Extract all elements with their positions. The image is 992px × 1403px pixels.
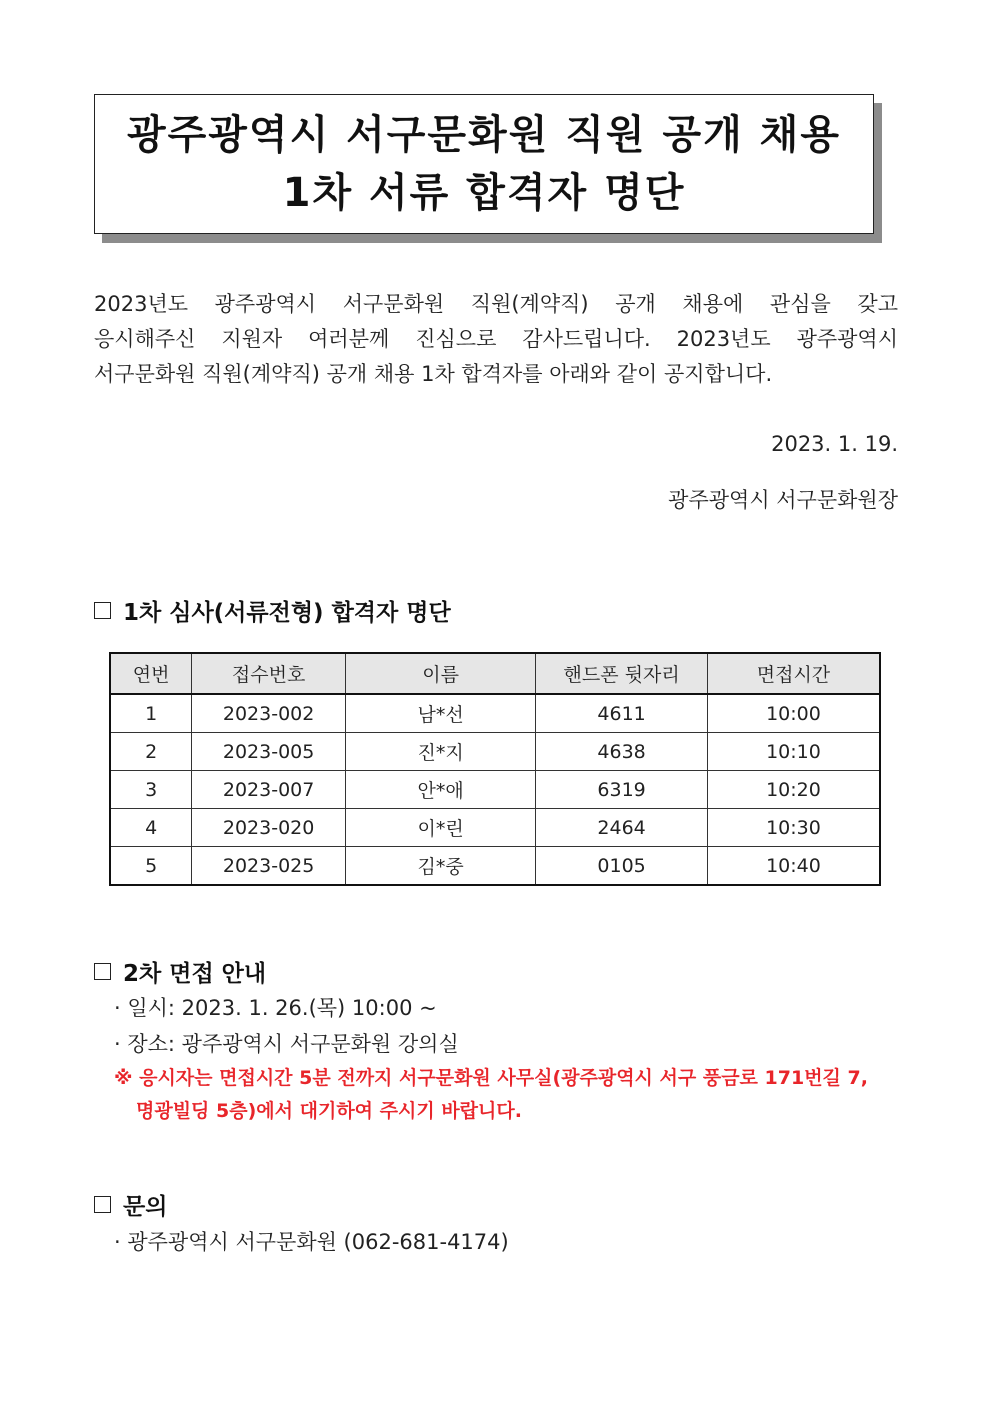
table-cell: 6319 <box>536 771 708 809</box>
column-header: 접수번호 <box>192 653 346 694</box>
table-cell: 2023-020 <box>192 809 346 847</box>
notice-line-2: 명광빌딩 5층)에서 대기하여 주시기 바랍니다. <box>136 1100 522 1122</box>
table-cell: 10:10 <box>707 733 880 771</box>
checkbox-icon <box>94 1196 111 1213</box>
column-header: 연번 <box>110 653 192 694</box>
table-cell: 2 <box>110 733 192 771</box>
section2-heading-text: 2차 면접 안내 <box>123 961 267 987</box>
table-cell: 안*애 <box>345 771 535 809</box>
table-cell: 5 <box>110 847 192 886</box>
checkbox-icon <box>94 963 111 980</box>
table-header-row <box>110 653 880 694</box>
intro-line-2: 응시해주신 지원자 여러분께 진심으로 감사드립니다. 2023년도 광주광역시 <box>94 327 898 351</box>
table-cell: 김*중 <box>345 847 535 886</box>
table-row <box>110 771 880 809</box>
table-cell: 진*지 <box>345 733 535 771</box>
table-cell: 4611 <box>536 694 708 733</box>
checkbox-icon <box>94 602 111 619</box>
table-cell: 2023-002 <box>192 694 346 733</box>
table-row <box>110 809 880 847</box>
section3-heading-text: 문의 <box>123 1194 168 1220</box>
table-cell: 2023-025 <box>192 847 346 886</box>
table-row <box>110 847 880 886</box>
contact-info: · 광주광역시 서구문화원 (062-681-4174) <box>114 1230 509 1254</box>
table-cell: 남*선 <box>345 694 535 733</box>
results-table <box>109 652 881 886</box>
table-cell: 2023-005 <box>192 733 346 771</box>
column-header: 이름 <box>345 653 535 694</box>
table-cell: 10:00 <box>707 694 880 733</box>
column-header: 면접시간 <box>707 653 880 694</box>
table-cell: 2464 <box>536 809 708 847</box>
intro-line-1: 2023년도 광주광역시 서구문화원 직원(계약직) 공개 채용에 관심을 갖고 <box>94 292 898 316</box>
table-cell: 10:30 <box>707 809 880 847</box>
table-cell: 3 <box>110 771 192 809</box>
title-line-2: 1차 서류 합격자 명단 <box>282 170 686 216</box>
table-cell: 1 <box>110 694 192 733</box>
table-cell: 4 <box>110 809 192 847</box>
title-line-1: 광주광역시 서구문화원 직원 공개 채용 <box>127 112 841 158</box>
table-cell: 10:40 <box>707 847 880 886</box>
interview-place: · 장소: 광주광역시 서구문화원 강의실 <box>114 1032 459 1056</box>
table-cell: 이*린 <box>345 809 535 847</box>
section1-heading <box>94 594 451 627</box>
intro-line-3: 서구문화원 직원(계약직) 공개 채용 1차 합격자를 아래와 같이 공지합니다. <box>94 362 773 386</box>
table-cell: 10:20 <box>707 771 880 809</box>
table-cell: 2023-007 <box>192 771 346 809</box>
notice-line-1: ※ 응시자는 면접시간 5분 전까지 서구문화원 사무실(광주광역시 서구 풍금로 171번길 7, <box>114 1067 868 1089</box>
table-row <box>110 733 880 771</box>
title-box <box>94 94 874 234</box>
section1-heading-text: 1차 심사(서류전형) 합격자 명단 <box>123 600 451 626</box>
intro-paragraph <box>94 287 898 392</box>
column-header: 핸드폰 뒷자리 <box>536 653 708 694</box>
section3-heading <box>94 1188 167 1221</box>
signer: 광주광역시 서구문화원장 <box>668 488 898 512</box>
interview-notice <box>114 1062 904 1128</box>
interview-schedule: · 일시: 2023. 1. 26.(목) 10:00 ~ <box>114 996 437 1020</box>
table-cell: 4638 <box>536 733 708 771</box>
notice-date: 2023. 1. 19. <box>771 432 898 456</box>
table-row <box>110 694 880 733</box>
section2-heading <box>94 955 266 988</box>
table-cell: 0105 <box>536 847 708 886</box>
